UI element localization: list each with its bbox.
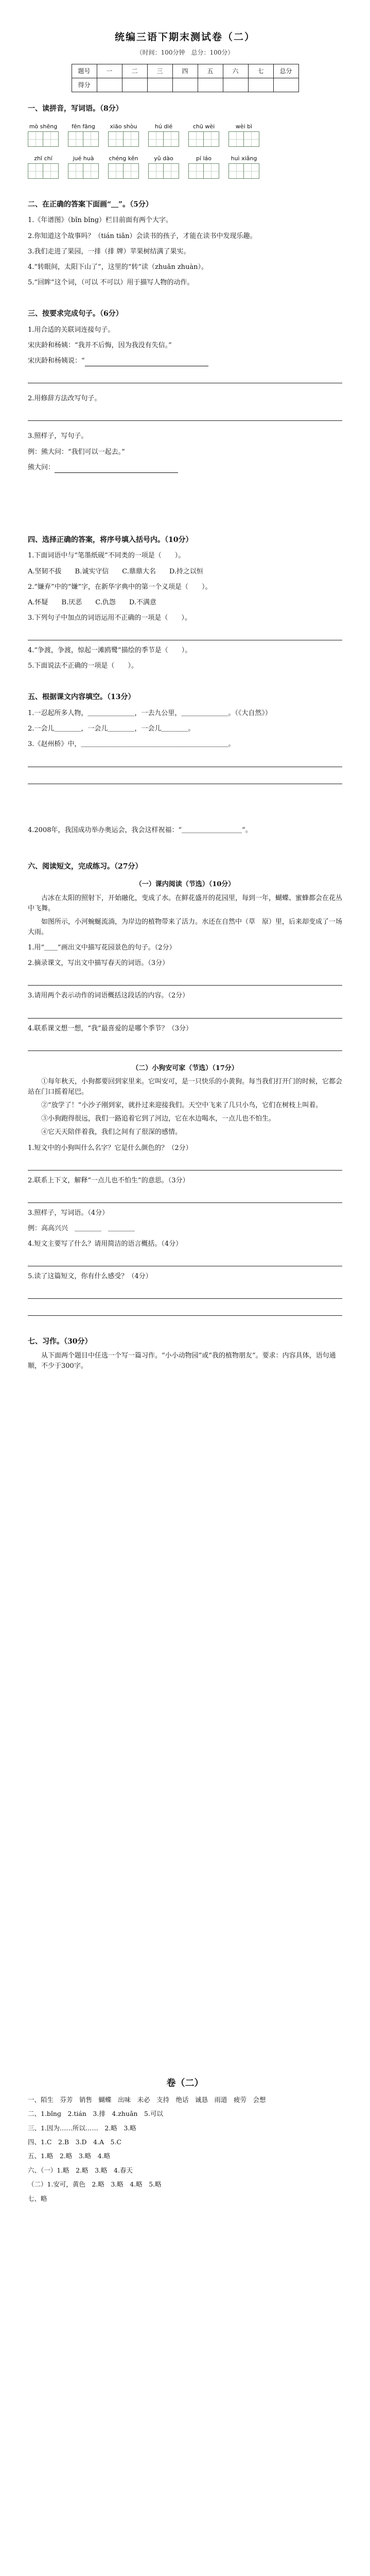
writing-grid[interactable] — [108, 163, 139, 179]
question-item: 1.《年谱图》（bǐn bǐnɡ）栏目前面有两个大字。 — [28, 216, 173, 225]
writing-grid[interactable] — [108, 131, 139, 147]
pinyin-item — [228, 154, 259, 179]
score-cell: 七 — [248, 64, 273, 78]
question-item: 宋庆龄和杨姨：“我并不后悔，因为我没有失信。” — [28, 341, 172, 349]
score-table-score-row — [72, 78, 298, 92]
question-item: 3.《赵州桥》中，＿＿＿＿＿＿＿＿＿＿＿＿＿＿＿＿＿＿＿＿＿＿。 — [28, 740, 235, 749]
pinyin-text: pí láo — [196, 155, 212, 162]
pinyin-text: yǔ dào — [154, 155, 173, 162]
answer-line-text: 二、1.bǐnɡ 2.tián 3.排 4.zhuǎn 5.可以 — [28, 2110, 163, 2118]
pinyin-text: zhī chí — [34, 155, 52, 162]
question-item: 5.读了这篇短文，你有什么感受？（4分） — [28, 1273, 152, 1281]
answer-line[interactable] — [28, 753, 342, 767]
answer-line-text: 四、1.C 2.B 3.D 4.A 5.C — [28, 2138, 121, 2146]
passage-paragraph: ④它天天陪伴着我，我们之间有了很深的感情。 — [41, 1128, 182, 1137]
exam-title: 统编三语下期末测试卷（二） — [114, 31, 255, 43]
answer-line-text: 七、略 — [28, 2194, 47, 2202]
answer-line[interactable] — [85, 359, 208, 366]
score-label: 得分 — [72, 78, 97, 92]
answer-line[interactable] — [28, 626, 342, 640]
score-cell: 总分 — [273, 64, 298, 78]
question-item: 2.联系上下文，解释“一点儿也不怕生”的意思。（3分） — [28, 1176, 189, 1184]
pinyin-item — [108, 122, 139, 147]
score-table-header-row — [72, 64, 298, 78]
pinyin-item — [108, 154, 139, 179]
question-item: 2.“嫌弃”中的“嫌”字，在新华字典中的第一个义项是（ ）。 — [28, 583, 212, 591]
question-item: 3.请用两个表示动作的词语概括这段话的内容。（2分） — [28, 992, 189, 1000]
answer-line-text: 一、陌生 芬芳 销售 蝴蝶 出味 未必 支持 绝话 诚恳 雨道 疲劳 会想 — [28, 2095, 266, 2104]
answer-line[interactable] — [28, 407, 342, 421]
writing-grid[interactable] — [148, 131, 179, 147]
writing-grid[interactable] — [188, 163, 219, 179]
writing-grid[interactable] — [28, 131, 59, 147]
question-item: 1.用“＿＿”画出文中描写花园景色的句子。（2分） — [28, 944, 176, 952]
pinyin-text: xiāo shòu — [110, 123, 137, 130]
passage-paragraph: 古冰在太阳的照射下，开始融化，变成了水。在鲜花盛开的花园里，每到一年，蝴蝶、蜜蜂都会在花丛中飞舞。 — [28, 894, 343, 912]
score-cell: 题号 — [72, 64, 97, 78]
question-options: A.坚韧不拔 B.诚实守信 C.鼎鼎大名 D.持之以恒 — [28, 567, 203, 575]
answer-line[interactable] — [28, 1005, 342, 1019]
score-blank[interactable] — [248, 78, 273, 92]
writing-grid[interactable] — [228, 163, 259, 179]
question-item: 3.照样子，写词语。（4分） — [28, 1209, 109, 1217]
score-blank[interactable] — [147, 78, 172, 92]
question-item: 5.下面说法不正确的一项是（ ）。 — [28, 662, 138, 670]
score-table — [72, 64, 299, 92]
answer-line-text: 三、1.因为……所以…… 2.略 3.略 — [28, 2124, 136, 2132]
pinyin-item — [188, 122, 219, 147]
pinyin-row-1 — [28, 122, 342, 147]
question-item: 5.“回眸”这个词，（可以 不可以）用于描写人物的动作。 — [28, 278, 194, 286]
pinyin-text: chū wèi — [192, 123, 215, 130]
answer-line-text: 六、（一）1.略 2.略 3.略 4.春天 — [28, 2166, 133, 2174]
question-item: 4.“争渡，争渡，惊起一滩鸥鹭”描绘的季节是（ ）。 — [28, 647, 192, 655]
section-7-title: 七、习作。（30分） — [28, 1337, 92, 1346]
pinyin-text: jué huà — [73, 155, 94, 162]
section-5-title: 五、根据课文内容填空。（13分） — [28, 693, 135, 702]
writing-grid[interactable] — [68, 163, 99, 179]
pinyin-text: wèi bì — [235, 123, 253, 130]
question-stem: 熊大问： — [28, 463, 55, 471]
pinyin-item — [68, 154, 99, 179]
question-item: 2.用修辞方法改写句子。 — [28, 395, 101, 403]
score-cell: 一 — [97, 64, 122, 78]
passage-paragraph: 如图所示，小河蜿蜒流淌，为岸边的植物带来了活力。水还在自然中（草 原）里，后来却变成了一场大雨。 — [28, 918, 343, 936]
answer-line[interactable] — [28, 369, 342, 383]
question-item: 1.短文中的小狗叫什么名字？它是什么颜色的？（2分） — [28, 1144, 192, 1152]
score-cell: 六 — [223, 64, 248, 78]
answer-line[interactable] — [28, 1252, 342, 1266]
pinyin-item — [28, 154, 59, 179]
score-cell: 三 — [147, 64, 172, 78]
question-item — [28, 356, 342, 366]
score-blank[interactable] — [122, 78, 147, 92]
passage-paragraph: ①每年秋天，小狗都要回到家里来。它叫安可，是一只快乐的小黄狗。每当我们打开门的时候，它都会站在门口摇着尾巴。 — [28, 1077, 343, 1096]
question-item: 3.我们走进了果园，一排（排 牌）苹果树结满了果实。 — [28, 247, 190, 256]
answer-line-text: （二）1.安可，黄色 2.略 3.略 4.略 5.略 — [28, 2180, 162, 2189]
score-blank[interactable] — [172, 78, 198, 92]
answer-line[interactable] — [28, 1189, 342, 1203]
question-item: 例：高高兴兴 ＿＿＿＿ ＿＿＿＿ — [28, 1224, 135, 1232]
score-cell: 四 — [172, 64, 198, 78]
writing-grid[interactable] — [148, 163, 179, 179]
question-item: 4.“转眼间，太阳下山了”，这里的“转”读（zhuǎn zhuàn）。 — [28, 263, 208, 271]
answer-line[interactable] — [28, 972, 342, 986]
score-blank[interactable] — [273, 78, 298, 92]
score-blank[interactable] — [97, 78, 122, 92]
answer-line[interactable] — [28, 1157, 342, 1171]
answer-key-title: 卷（二） — [166, 2078, 204, 2089]
question-item: 1.一忍起所多人物，＿＿＿＿＿＿＿，一去九公里，＿＿＿＿＿＿＿。（《大自然》） — [28, 709, 272, 718]
section-1-title: 一、读拼音，写词语。（8分） — [28, 105, 123, 113]
answer-line[interactable] — [28, 1285, 342, 1299]
question-item: 3.照样子，写句子。 — [28, 432, 88, 440]
question-stem: 宋庆龄和杨姨说：“ — [28, 357, 85, 365]
question-item: 1.用合适的关联词连接句子。 — [28, 326, 115, 334]
answer-line[interactable] — [28, 1302, 342, 1316]
section-4-title: 四、选择正确的答案，将序号填入括号内。（10分） — [28, 535, 193, 544]
passage-paragraph: ②“放学了！”小沙子刚到家，就扑过来迎接我们。天空中飞来了几只小鸟，它们在树枝上叫着。 — [41, 1101, 323, 1110]
writing-grid[interactable] — [28, 163, 59, 179]
answer-line-text: 五、1.略 2.略 3.略 4.略 — [28, 2152, 111, 2160]
question-item: 4.2008年，我国成功举办奥运会，我会这样祝福：“＿＿＿＿＿＿＿＿＿”。 — [28, 826, 252, 834]
score-cell: 五 — [198, 64, 223, 78]
question-item: 2.摘录课文，写出文中描写春天的词语。（3分） — [28, 959, 169, 968]
question-item: 2.你知道这个故事吗？（tián tiǎn）会读书的孩子，才能在读书中发现乐趣。 — [28, 232, 257, 240]
exam-meta: （时间：100分钟 总分：100分） — [136, 49, 234, 57]
answer-line[interactable] — [55, 465, 178, 473]
pinyin-item — [228, 122, 259, 147]
answer-line[interactable] — [28, 1037, 342, 1051]
question-item: 4.短文主要写了什么？请用简洁的语言概括。（4分） — [28, 1240, 183, 1248]
passage-2-title: （二）小狗安可家（节选）（17分） — [132, 1064, 238, 1072]
pinyin-text: hú dié — [154, 123, 173, 130]
passage-paragraph: ③小狗跑得很远，我们一路追着它到了河边，它在水边喝水，一点儿也不怕生。 — [41, 1115, 276, 1123]
question-item: 2.一会儿＿＿＿＿，一会儿＿＿＿＿，一会儿＿＿＿＿。 — [28, 725, 195, 733]
pinyin-text: chéng kěn — [109, 155, 138, 162]
score-blank[interactable] — [223, 78, 248, 92]
pinyin-item — [68, 122, 99, 147]
score-cell: 二 — [122, 64, 147, 78]
question-item: 1.下面词语中与“笔墨纸砚”不同类的一项是（ ）。 — [28, 552, 185, 560]
passage-1-title: （一）课内阅读（节选）（10分） — [135, 880, 235, 889]
section-3-title: 三、按要求完成句子。（6分） — [28, 310, 123, 318]
writing-grid[interactable] — [188, 131, 219, 147]
pinyin-item — [148, 154, 179, 179]
question-item: 例：熊大问：“我们可以一起去。” — [28, 448, 125, 456]
pinyin-item — [148, 122, 179, 147]
question-item: 4.联系课文想一想，“我”最喜爱的是哪个季节？（3分） — [28, 1024, 192, 1032]
pinyin-text: fēn fāng — [72, 123, 95, 130]
section-6-title: 六、阅读短文，完成练习。（27分） — [28, 862, 143, 871]
pinyin-text: huì xiǎng — [231, 155, 257, 162]
question-item — [28, 463, 342, 473]
pinyin-text: mò shēng — [29, 123, 58, 130]
writing-grid[interactable] — [68, 131, 99, 147]
pinyin-row-2 — [28, 154, 342, 179]
question-item: 3.下列句子中加点的词语运用不正确的一项是（ ）。 — [28, 614, 191, 622]
score-blank[interactable] — [198, 78, 223, 92]
composition-prompt: 从下面两个题目中任选一个写一篇习作。“小小动物园”或“我的植物朋友”。要求：内容具体，语句通顺，不少于300字。 — [28, 1352, 336, 1370]
answer-line[interactable] — [28, 770, 342, 784]
section-2-title: 二、在正确的答案下面画“＿”。（5分） — [28, 200, 153, 209]
question-options: A.怀疑 B.厌恶 C.仇怨 D.不满意 — [28, 598, 156, 606]
pinyin-item — [28, 122, 59, 147]
pinyin-item — [188, 154, 219, 179]
answer-key-sheet — [0, 2071, 370, 2204]
writing-grid[interactable] — [228, 131, 259, 147]
